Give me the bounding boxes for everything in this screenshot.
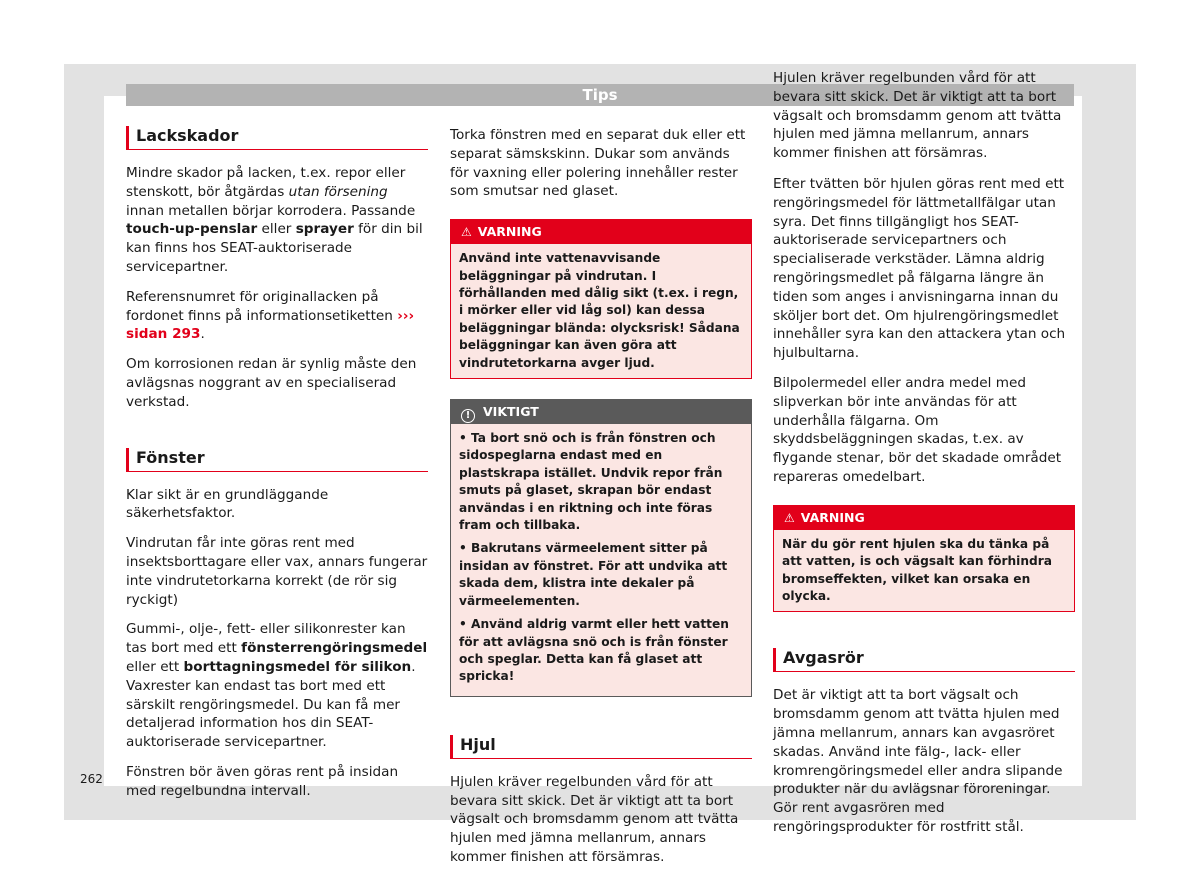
paragraph: Fönstren bör även göras rent på insidan med regelbundna intervall. (126, 763, 399, 799)
paragraph: Om korrosionen redan är synlig måste den avlägsnas noggrant av en specialiserad verkstad. (126, 356, 417, 410)
column-1 (126, 126, 428, 812)
list-item: • Använd aldrig varmt eller hett vatten för att avlägsna snö och is från fönster och speglar. Detta kan få glaset att spricka! (459, 617, 729, 684)
tips-header: Tips (126, 84, 1074, 106)
warning-box (450, 219, 752, 379)
important-box (450, 399, 752, 697)
warning-header: ⚠ VARNING (774, 506, 1074, 530)
heading-fonster: Fönster (126, 448, 428, 472)
list-item: • Ta bort snö och is från fönstren och sidospeglarna endast med en plastskrapa istället. Undvik repor från smuts på glaset, skrapan bör endast användas i en riktning och inte föras fram och tillbaka. (459, 431, 723, 533)
paragraph: Referensnumret för originallacken på fordonet finns på informationsetiketten ››› sidan 293. (126, 288, 415, 343)
paragraph: Gummi-, olje-, fett- eller silikonrester kan tas bort med ett fönsterrengöringsmedel eller ett borttagningsmedel för silikon. Vaxrester kan endast tas bort med ett särskilt rengöringsmedel. Du kan få mer detaljerad information hos din SEAT-auktoriserade servicepartner. (126, 621, 428, 751)
warning-header: ⚠ VARNING (451, 220, 751, 244)
paragraph: Bilpolermedel eller andra medel med slipverkan bör inte användas för att underhålla fälgarna. Om skyddsbeläggningen skadas, t.ex. av flygande stenar, bör det skadade området repareras omedelbart. (773, 374, 1062, 485)
column-3 (773, 70, 1075, 848)
warning-box (773, 505, 1075, 613)
paragraph: Klar sikt är en grundläggande säkerhetsfaktor. (126, 486, 329, 522)
important-list (451, 424, 751, 696)
paragraph: Vindrutan får inte göras rent med insektsborttagare eller vax, annars fungerar inte vindrutetorkarna korrekt (de rör sig ryckigt) (126, 535, 428, 608)
page-number: 262 (80, 772, 103, 786)
heading-avgasror: Avgasrör (773, 648, 1075, 672)
important-header: ! VIKTIGT (451, 400, 751, 424)
warning-text: När du gör rent hjulen ska du tänka på att vatten, is och vägsalt kan förhindra bromseffekten, vilket kan orsaka en olycka. (774, 530, 1074, 612)
warning-text: Använd inte vattenavvisande beläggningar på vindrutan. I förhållanden med dålig sikt (t.ex. i regn, i mörker eller vid låg sol) kan dessa beläggningar blända: olycksrisk! Sådana beläggningar kan även göra att vindrutetorkarna avger ljud. (451, 244, 751, 378)
heading-lackskador: Lackskador (126, 126, 428, 150)
page-reference-link[interactable]: ››› sidan 293 (126, 307, 415, 343)
warning-triangle-icon: ⚠ (784, 510, 795, 525)
paragraph: Det är viktigt att ta bort vägsalt och bromsdamm genom att tvätta hjulen med jämna mellanrum, annars kan avgasröret skadas. Använd inte fälg-, lack- eller kromrengöringsmedel eller andra slipande produkter när du avlägsnar föroreningar. Gör rent avgasrören med rengöringsprodukter för rostfritt stål. (773, 687, 1063, 835)
column-2 (450, 126, 752, 865)
info-circle-icon: ! (461, 409, 475, 423)
warning-triangle-icon: ⚠ (461, 225, 472, 240)
paragraph: Mindre skador på lacken, t.ex. repor eller stenskott, bör åtgärdas utan försening innan metallen börjar korrodera. Passande touch-up-penslar eller sprayer för din bil kan finns hos SEAT-auktoriserade servicepartner. (126, 165, 423, 275)
heading-hjul: Hjul (450, 735, 752, 759)
paragraph: Hjulen kräver regelbunden vård för att bevara sitt skick. Det är viktigt att ta bort vägsalt och bromsdamm genom att tvätta hjulen med jämna mellanrum, annars kommer finishen att försämras. (450, 773, 739, 865)
paragraph: Efter tvätten bör hjulen göras rent med ett rengöringsmedel för lättmetallfälgar utan syra. Det finns tillgängligt hos SEAT-auktoriserade servicepartners och specialiserade verkstäder. Lämna aldrig rengöringsmedlet på fälgarna längre än tiden som anges i anvisningarna innan du sköljer bort det. Om hjulrengöringsmedlet innehåller syra kan den attackera ytan och hjulbultarna. (773, 176, 1066, 362)
paragraph-continuation: Hjulen kräver regelbunden vård för att bevara sitt skick. Det är viktigt att ta bort vägsalt och bromsdamm genom att tvätta hjulen med jämna mellanrum, annars kommer finishen att försämras. (773, 70, 1062, 162)
paragraph: Torka fönstren med en separat duk eller ett separat sämskskinn. Dukar som används för vaxning eller polering innehåller rester som smutsar ned glaset. (450, 127, 746, 200)
list-item: • Bakrutans värmeelement sitter på insidan av fönstret. För att undvika att skada dem, klistra inte dekaler på värmeelementen. (459, 541, 728, 608)
